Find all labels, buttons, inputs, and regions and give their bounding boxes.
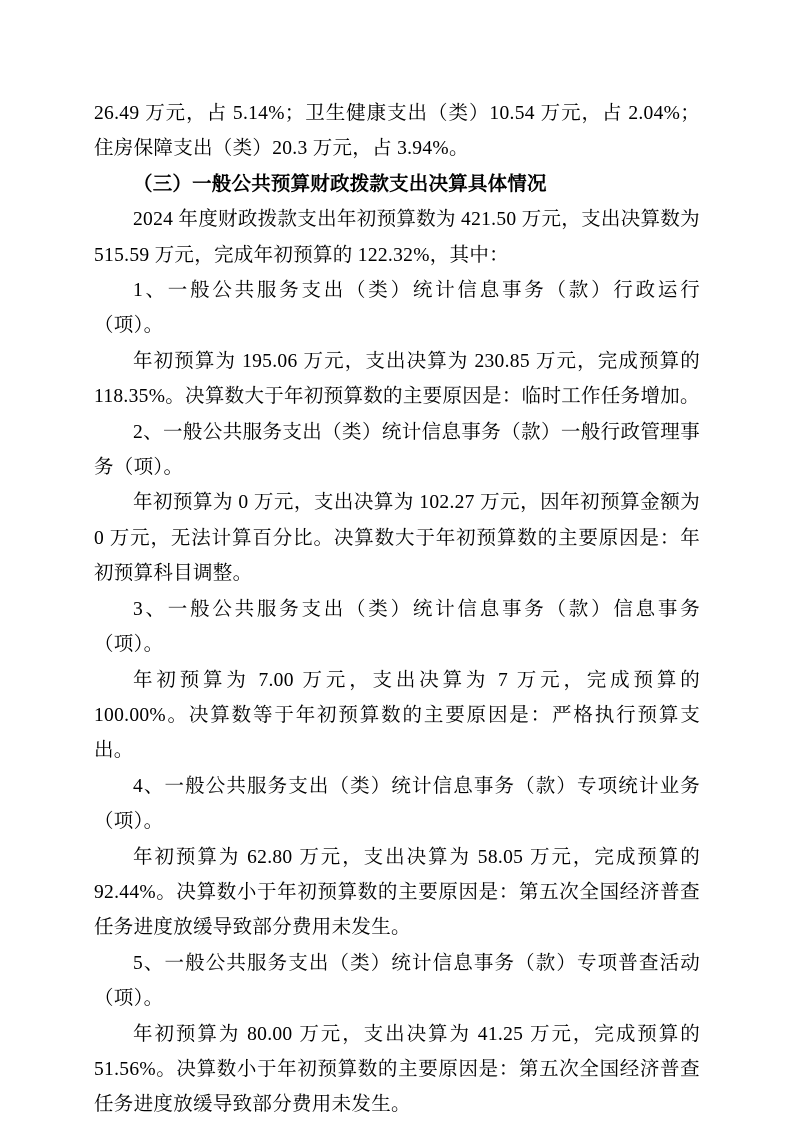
paragraph-item-2-title: 2、一般公共服务支出（类）统计信息事务（款）一般行政管理事务（项）。 [94, 421, 700, 479]
paragraph-item-3-title: 3、一般公共服务支出（类）统计信息事务（款）信息事务（项）。 [94, 598, 700, 656]
document-text-block [94, 96, 700, 1122]
paragraph-item-5-detail: 年初预算为 80.00 万元，支出决算为 41.25 万元，完成预算的 51.56%。决算数小于年初预算数的主要原因是：第五次全国经济普查任务进度放缓导致部分费用未发生。 [94, 1023, 700, 1116]
section-heading: （三）一般公共预算财政拨款支出决算具体情况 [133, 172, 547, 195]
paragraph-item-1-detail: 年初预算为 195.06 万元，支出决算为 230.85 万元，完成预算的 118.35%。决算数大于年初预算数的主要原因是：临时工作任务增加。 [94, 350, 700, 408]
paragraph-continuation: 26.49 万元，占 5.14%；卫生健康支出（类）10.54 万元，占 2.04%；住房保障支出（类）20.3 万元，占 3.94%。 [94, 103, 700, 160]
paragraph-item-4-detail: 年初预算为 62.80 万元，支出决算为 58.05 万元，完成预算的 92.44%。决算数小于年初预算数的主要原因是：第五次全国经济普查任务进度放缓导致部分费用未发生。 [94, 846, 700, 939]
paragraph-item-1-title: 1、一般公共服务支出（类）统计信息事务（款）行政运行（项）。 [94, 280, 700, 337]
paragraph-item-5-title: 5、一般公共服务支出（类）统计信息事务（款）专项普查活动（项）。 [94, 952, 700, 1010]
paragraph-item-2-detail: 年初预算为 0 万元，支出决算为 102.27 万元，因年初预算金额为 0 万元，无法计算百分比。决算数大于年初预算数的主要原因是：年初预算科目调整。 [94, 492, 700, 585]
paragraph-item-3-detail: 年初预算为 7.00 万元，支出决算为 7 万元，完成预算的 100.00%。决算数等于年初预算数的主要原因是：严格执行预算支出。 [94, 669, 700, 762]
paragraph-item-4-title: 4、一般公共服务支出（类）统计信息事务（款）专项统计业务（项）。 [94, 775, 700, 833]
paragraph-budget-summary: 2024 年度财政拨款支出年初预算数为 421.50 万元，支出决算数为 515.59 万元，完成年初预算的 122.32%，其中： [94, 209, 700, 266]
